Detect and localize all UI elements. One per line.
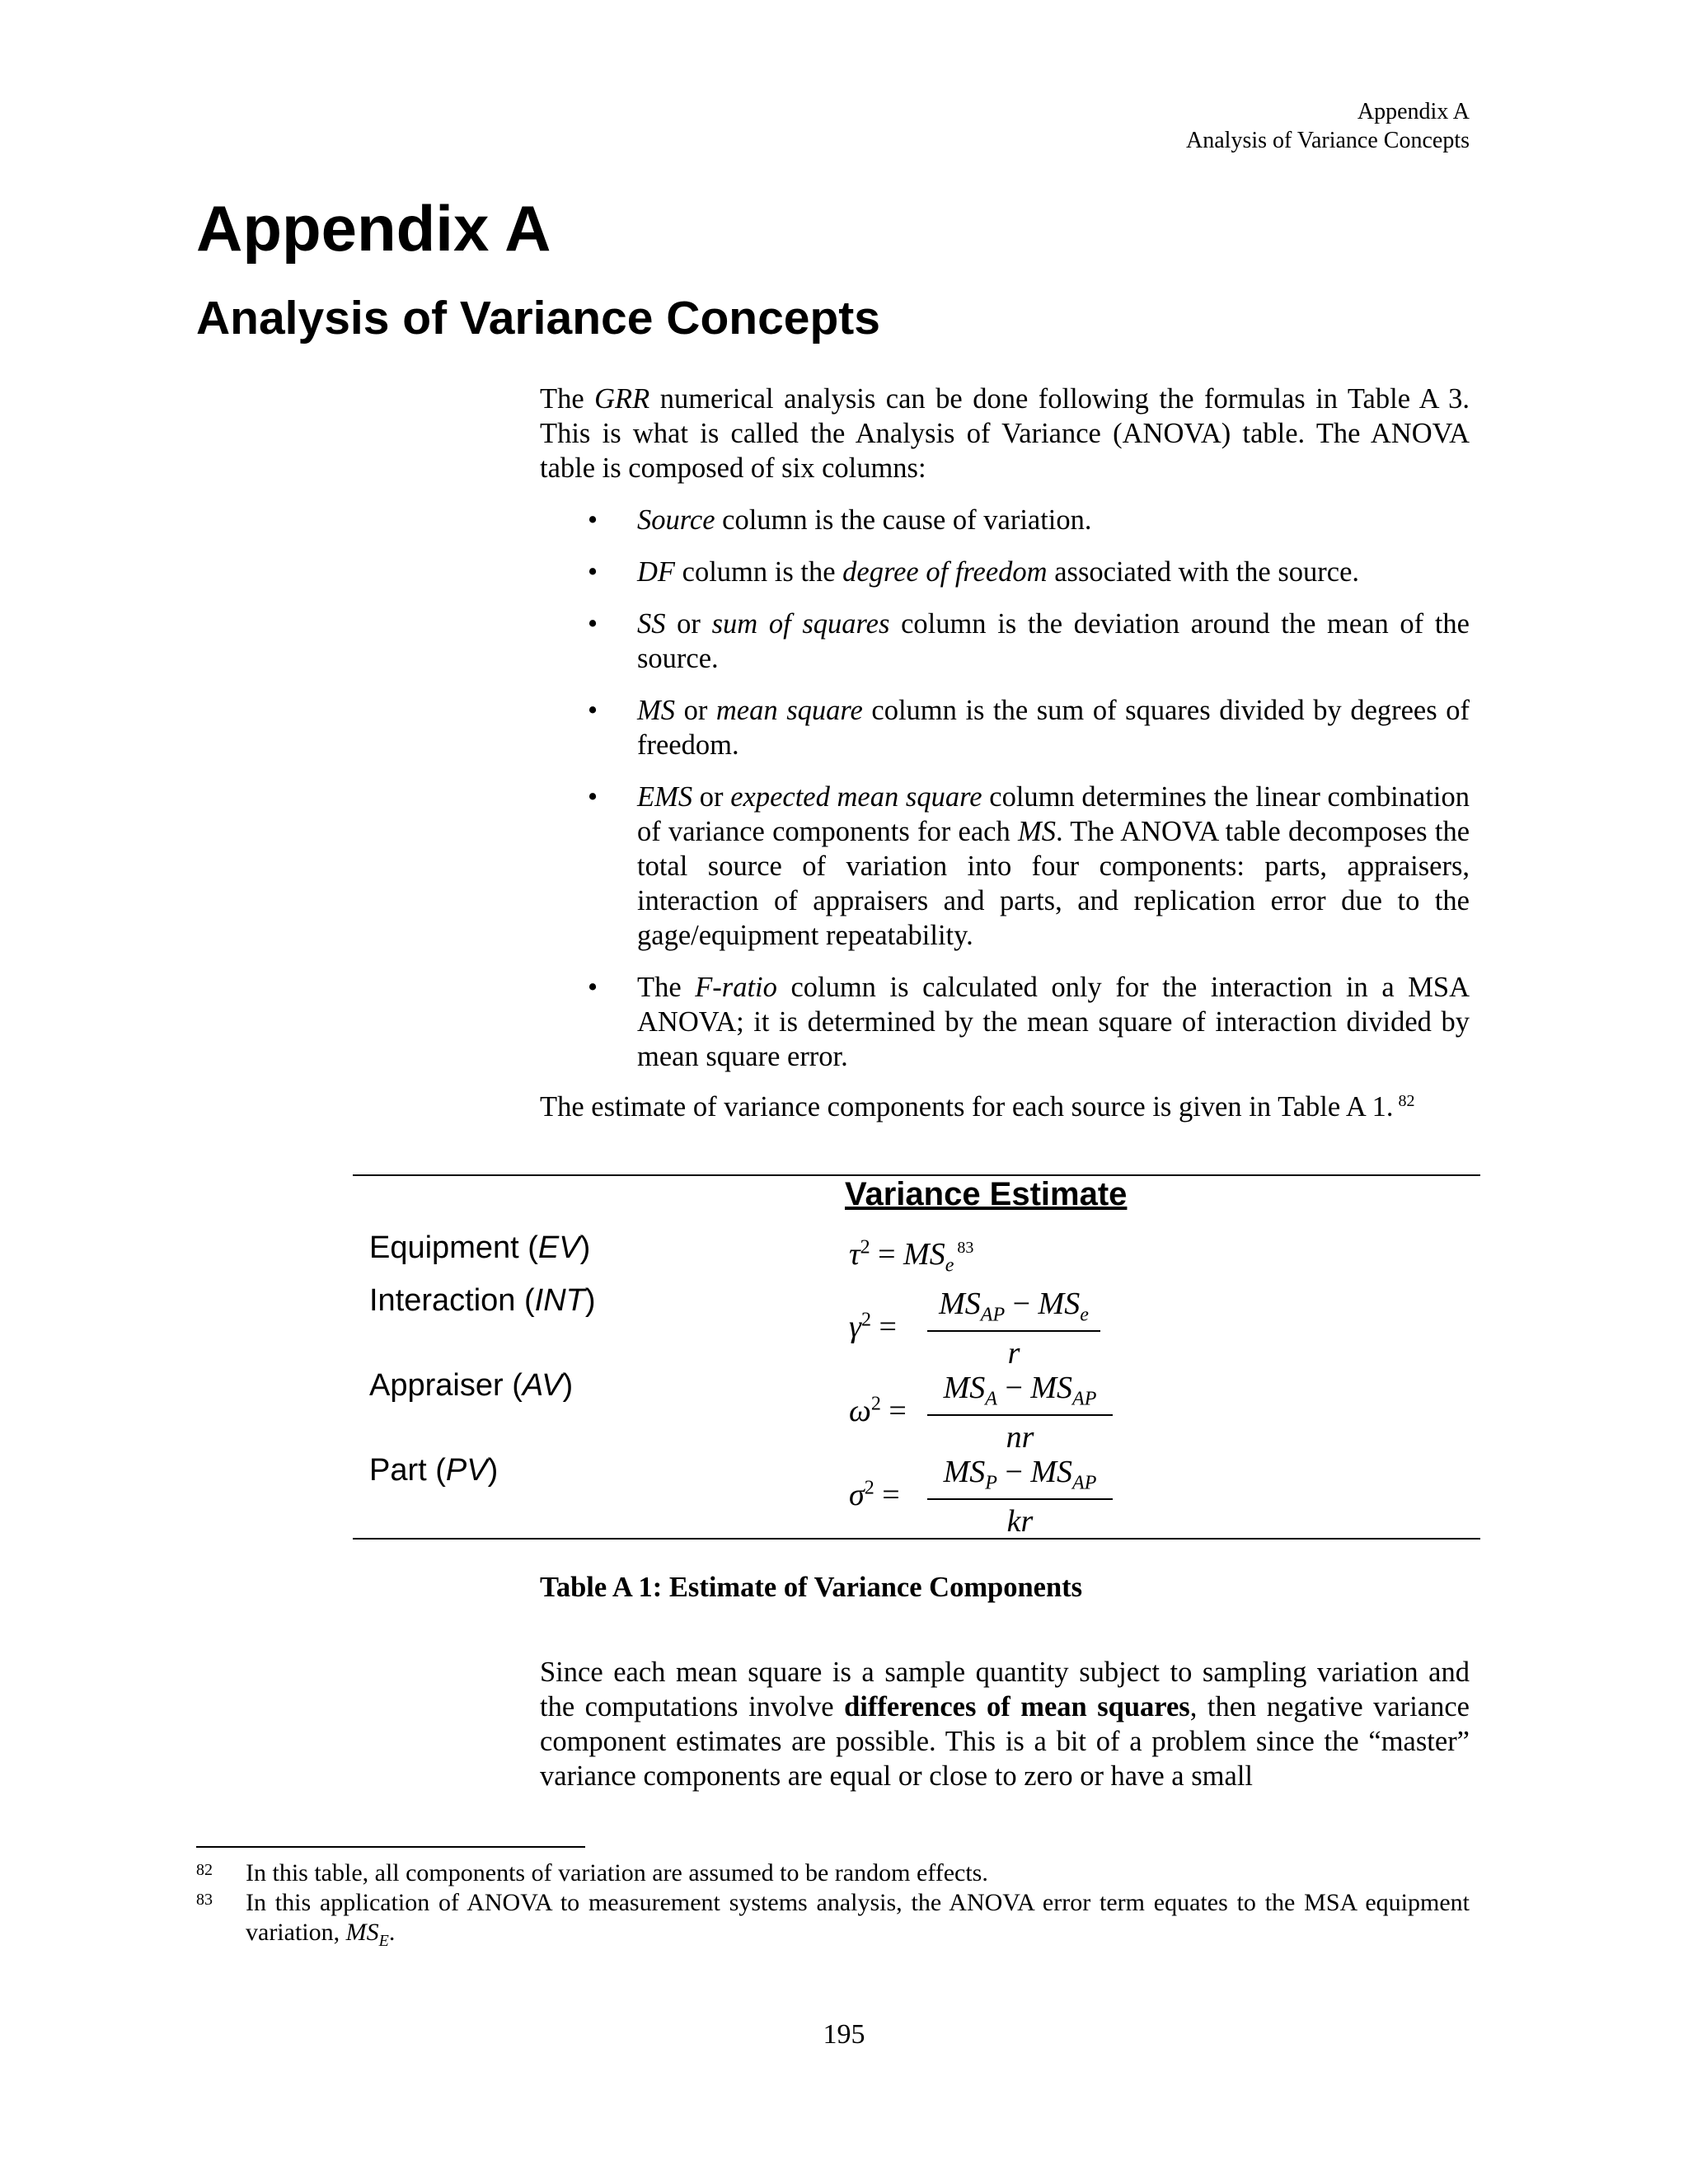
source-appraiser: Appraiser (AV)	[369, 1368, 574, 1403]
formula-interaction-lhs: $\gamma^2$ =	[849, 1309, 897, 1344]
text: or	[692, 781, 731, 813]
intro-grr: GRR	[594, 383, 650, 415]
footnote-ref-82[interactable]: 82	[1398, 1091, 1415, 1110]
term: SS	[637, 608, 666, 640]
term: degree of freedom	[842, 556, 1048, 588]
intro-paragraph	[540, 382, 1470, 485]
list-item	[540, 970, 1470, 1074]
bullet-icon: •	[588, 972, 598, 1003]
footnote-82: 82 In this table, all components of variation are assumed to be random effects.	[196, 1859, 988, 1886]
bullet-icon: •	[588, 781, 598, 813]
running-head-line2: Analysis of Variance Concepts	[1186, 128, 1470, 153]
table-header: Variance Estimate	[845, 1176, 1128, 1212]
bullet-icon: •	[588, 504, 598, 536]
page-subtitle: Analysis of Variance Concepts	[196, 292, 880, 344]
source-part: Part (PV)	[369, 1453, 499, 1488]
term: EMS	[637, 781, 693, 813]
text: or	[675, 695, 716, 726]
list-item	[540, 693, 1470, 762]
emphasis: differences of mean squares	[844, 1691, 1190, 1722]
source-equipment: Equipment (EV)	[369, 1230, 591, 1265]
text: The	[637, 972, 696, 1003]
formula-part-lhs: $\sigma^2$ =	[849, 1477, 900, 1512]
formula-equipment: $\tau^2 = MS_e^{83}$	[849, 1236, 974, 1277]
term: DF	[637, 556, 675, 588]
formula-part-fraction: $MS_P - MS_{AP}$ kr	[927, 1454, 1113, 1540]
running-head-line1: Appendix A	[1357, 99, 1470, 124]
list-item	[540, 780, 1470, 953]
text: column is the	[675, 556, 843, 588]
bullet-icon: •	[588, 556, 598, 588]
source-interaction: Interaction (INT)	[369, 1283, 596, 1318]
text: column is the sum of squares divided by degrees of freedom.	[637, 695, 1470, 761]
term: F-ratio	[695, 972, 777, 1003]
running-head	[1186, 97, 1470, 155]
negative-estimates-paragraph: Since each mean square is a sample quantity subject to sampling variation and the computations involve differences of mean squares, then negative variance component estimates are possible. This is a bit of a problem since the “master” variance components are equal or close to zero or have a small	[540, 1657, 1470, 1792]
table-bottom-rule	[353, 1538, 1480, 1540]
text: column is calculated only for the interaction in a MSA ANOVA; it is determined by the mean square of interaction divided by mean square error.	[637, 972, 1470, 1072]
text: column is the cause of variation.	[715, 504, 1092, 536]
list-item	[540, 555, 1470, 589]
formula-appraiser-lhs: $\omega^2$ =	[849, 1393, 907, 1428]
text: column determines the linear combination of variance components for each	[637, 781, 1470, 847]
text: The estimate of variance components for each source is given in Table A 1.	[540, 1091, 1394, 1122]
bullet-icon: •	[588, 695, 598, 726]
list-item	[540, 607, 1470, 676]
table-reference-paragraph	[540, 1090, 1470, 1124]
column-bullet-list	[540, 503, 1470, 1091]
intro-text-1: The	[540, 383, 595, 415]
term: Source	[637, 504, 715, 536]
footnote-separator	[196, 1846, 585, 1848]
formula-interaction-fraction: $MS_{AP} - MS_e$ r	[927, 1286, 1100, 1371]
footnote-83: 83 In this application of ANOVA to measurement systems analysis, the ANOVA error term equates to the MSA equipment variation, $MS_E$.	[196, 1889, 1470, 1950]
page-number: 195	[823, 2019, 865, 2050]
term: MS	[1017, 816, 1056, 847]
table-caption: Table A 1: Estimate of Variance Components	[540, 1572, 1083, 1603]
text: associated with the source.	[1047, 556, 1360, 588]
text: column is the deviation around the mean of the source.	[637, 608, 1470, 674]
page-title: Appendix A	[196, 192, 551, 265]
term: MS	[637, 695, 675, 726]
term: expected mean square	[730, 781, 982, 813]
text: . The ANOVA table decomposes the total source of variation into four components: parts, appraisers, interaction of appraisers and parts, and replication error due to the gage/equipment repeatability.	[637, 816, 1470, 951]
intro-text-2: numerical analysis can be done following the formulas in Table A 3. This is what is called the Analysis of Variance (ANOVA) table. The ANOVA table is composed of six columns:	[540, 383, 1470, 484]
term: sum of squares	[711, 608, 890, 640]
formula-appraiser-fraction: $MS_A - MS_{AP}$ nr	[927, 1370, 1113, 1455]
footnote-ref-83: 83	[957, 1239, 974, 1258]
text: or	[665, 608, 712, 640]
bullet-icon: •	[588, 608, 598, 640]
term: mean square	[715, 695, 863, 726]
list-item	[540, 503, 1470, 537]
